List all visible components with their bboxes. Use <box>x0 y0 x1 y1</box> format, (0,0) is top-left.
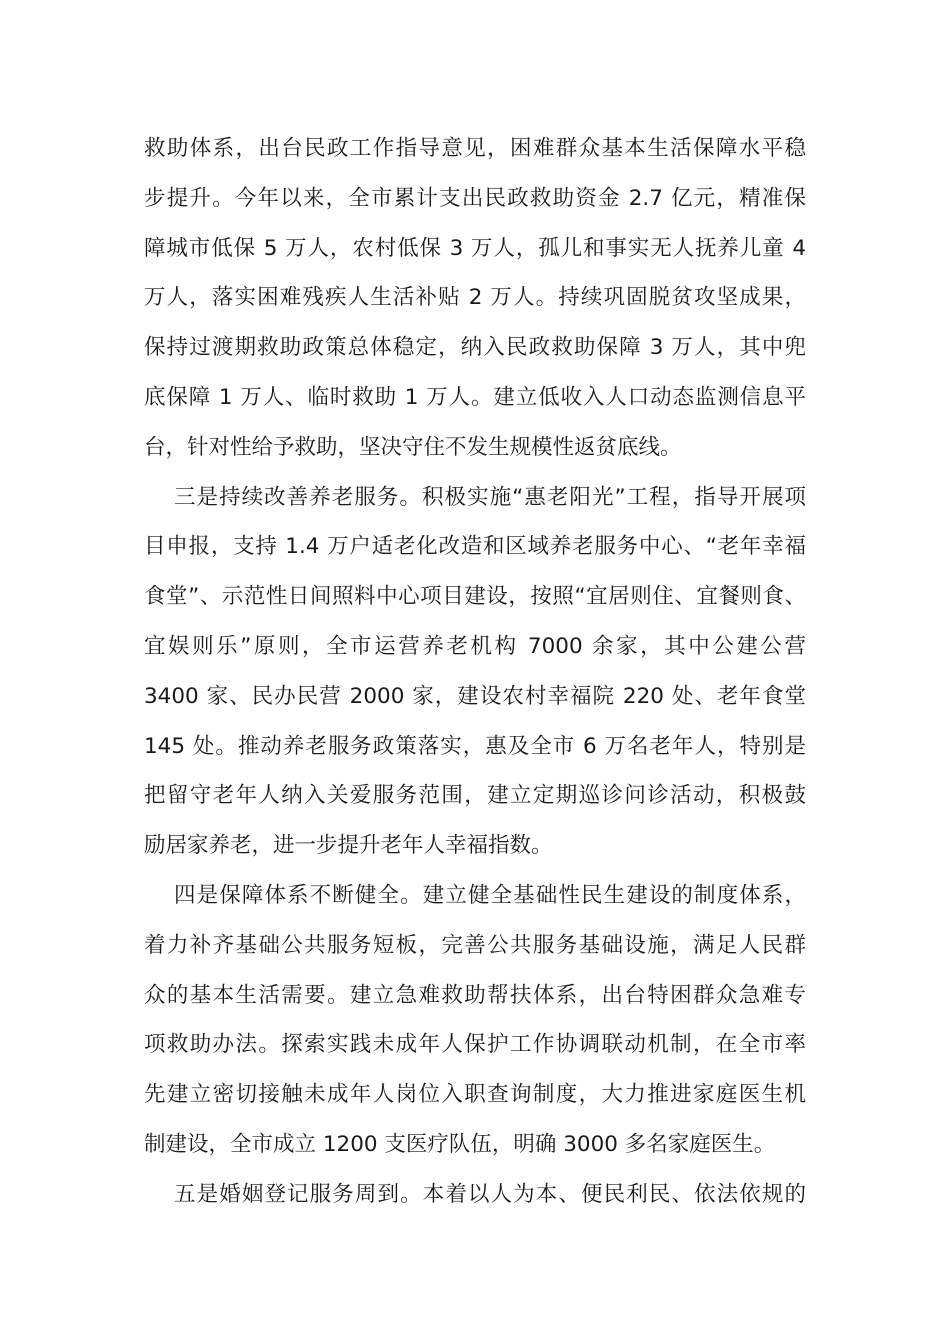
text-line: 台，针对性给予救助，坚决守住不发生规模性返贫底线。 <box>144 434 682 460</box>
text-line: 项救助办法。探索实践未成年人保护工作协调联动机制，在全市率 <box>144 1032 806 1058</box>
text-line: 万人，落实困难残疾人生活补贴 2 万人。持续巩固脱贫攻坚成果， <box>144 285 806 311</box>
paragraph-marriage-registration <box>144 1170 806 1220</box>
text-line: 宜娱则乐”原则，全市运营养老机构 7000 余家，其中公建公营 <box>144 633 806 659</box>
text-line: 救助体系，出台民政工作指导意见，困难群众基本生活保障水平稳 <box>144 136 806 161</box>
text-line: 食堂”、示范性日间照料中心项目建设，按照“宜居则住、宜餐则食、 <box>144 584 806 610</box>
paragraph-elderly-care <box>144 473 806 871</box>
text-line: 目申报，支持 1.4 万户适老化改造和区域养老服务中心、“老年幸福 <box>144 534 806 560</box>
text-line: 四是保障体系不断健全。建立健全基础性民生建设的制度体系， <box>174 882 806 908</box>
text-line: 着力补齐基础公共服务短板，完善公共服务基础设施，满足人民群 <box>144 932 806 958</box>
text-line: 步提升。今年以来，全市累计支出民政救助资金 2.7 亿元，精准保 <box>144 185 806 211</box>
text-line: 把留守老年人纳入关爱服务范围，建立定期巡诊问诊活动，积极鼓 <box>144 783 806 809</box>
text-line: 145 处。推动养老服务政策落实，惠及全市 6 万名老年人，特别是 <box>144 733 806 759</box>
document-page <box>144 124 806 1220</box>
text-line: 障城市低保 5 万人，农村低保 3 万人，孤儿和事实无人抚养儿童 4 <box>144 235 806 261</box>
text-line: 五是婚姻登记服务周到。本着以人为本、便民利民、依法依规的 <box>174 1181 806 1207</box>
paragraph-security-system <box>144 871 806 1170</box>
text-line: 众的基本生活需要。建立急难救助帮扶体系，出台特困群众急难专 <box>144 982 806 1008</box>
text-line: 励居家养老，进一步提升老年人幸福指数。 <box>144 833 553 859</box>
text-line: 3400 家、民办民营 2000 家，建设农村幸福院 220 处、老年食堂 <box>144 683 806 709</box>
text-line: 三是持续改善养老服务。积极实施“惠老阳光”工程，指导开展项 <box>174 484 806 510</box>
text-line: 制建设，全市成立 1200 支医疗队伍，明确 3000 多名家庭医生。 <box>144 1131 776 1157</box>
text-line: 底保障 1 万人、临时救助 1 万人。建立低收入人口动态监测信息平 <box>144 384 806 410</box>
paragraph-relief-system <box>144 124 806 473</box>
text-line: 保持过渡期救助政策总体稳定，纳入民政救助保障 3 万人，其中兜 <box>144 335 806 361</box>
text-line: 先建立密切接触未成年人岗位入职查询制度，大力推进家庭医生机 <box>144 1082 806 1108</box>
